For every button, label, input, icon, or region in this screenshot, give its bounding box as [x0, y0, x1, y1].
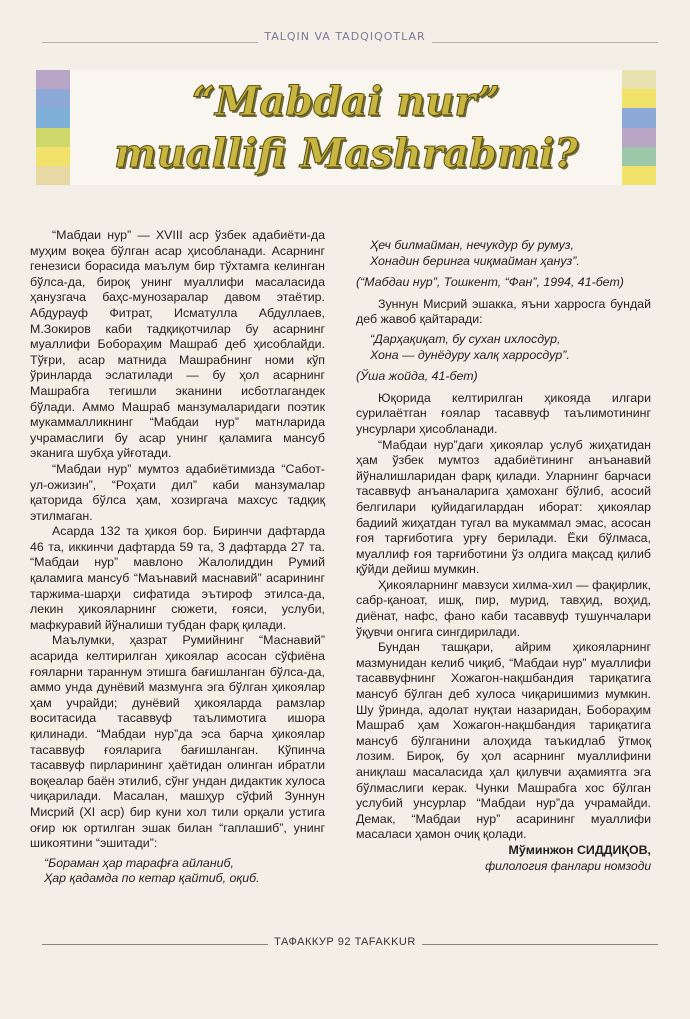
source-citation: (Ўша жойда, 41-бет) [356, 369, 478, 384]
right-column [356, 234, 651, 874]
paragraph: “Мабдаи нур”даги ҳикоялар услуб жиҳатидан ҳам ўзбек мумтоз адабиётининг анъанавий йўналишларидан фарқ қилади. Уларнинг барчаси тасаввуф анъаналарига ҳамоханг бўлиб, асосий белгилари қуйидагилардан иборат: ҳикоялар бадиий жиҳатдан тугал ва мукаммал эмас, асосан ғоя тарғиботига урғу берилади. Ёки бўлмаса, муаллиф ғоя тарғиботини ўз олдига мақсад қилиб қўйди дейиш мумкин. [356, 437, 651, 577]
running-title: TALQIN VA TADQIQOTLAR [0, 30, 690, 43]
author-title: филология фанлари номзоди [485, 858, 651, 873]
title-line-1: “Mabdai nur” [192, 78, 500, 125]
paragraph: “Мабдаи нур” — XVIII аср ўзбек адабиёти-да муҳим воқеа бўлган асар ҳисобланади. Асарнинг генезиси борасида маълум бир тўхтамга келинган бўлса-да, бироқ унинг муаллифи масаласида ҳанузгача баҳс-мунозаралар давом этаётир. Абдурауф Фитрат, Исматулла Абдуллаев, М.Зокиров каби тадқиқотчилар бу асарнинг муаллифи Бобораҳим Машраб деб ҳисоблайди. Тўғри, асар матнида Машрабнинг номи кўп ўринларда эслатилади — бу ҳол асарнинг Машрабга тегишли эканини исботлагандек бўлади. Аммо Машраб манзумаларидаги поэтик мукаммалликнинг “Мабдаи нур” матнларида учрамаслиги бу асар унинг қаламига мансуб эканига шубҳа уйғотади. [30, 228, 325, 461]
source-citation: (“Мабдаи нур”, Тошкент, “Фан”, 1994, 41-бет) [356, 275, 624, 290]
page-footer: ТАФАККУР 92 TAFAKKUR [0, 936, 690, 948]
left-column [30, 228, 325, 893]
paragraph: “Мабдаи нур” мумтоз адабиётимизда “Сабот-ул-ожизин”, “Роҳати дил” каби манзумалар қаторида бўлса ҳам, хозиргача махсус тадқиқ этилмаган. [30, 461, 325, 523]
paragraph: Зуннун Мисрий эшакка, яъни харросга бундай деб жавоб қайтаради: [356, 296, 651, 327]
article-title [36, 76, 656, 180]
paragraph: Бундан ташқари, айрим ҳикояларнинг мазмунидан келиб чиқиб, “Мабдаи нур” муаллифи тасаввуфнинг Хожагон-нақшбандия тариқатига мансуб бўлган деб хулоса чиқаришимиз мумкин. Шу ўринда, адолат нуқтаи назаридан, Бобораҳим Машраб ҳам Хожагон-нақшбандия тариқатига мансуб бўлганини алоҳида таъкидлаб ўтмоқ лозим. Бироқ, бу ҳол асарнинг муаллифини аниқлаш масаласида ҳал қилувчи аҳамиятга эга бўлмаслиги керак. Чунки Машрабга хос бўлган услубий унсурлар “Мабдаи нур”да учрамайди. Демак, “Мабдаи нур” асарининг муаллифи масаласи ҳамон очиқ қолади. [356, 640, 651, 842]
paragraph: Маълумки, ҳазрат Румийнинг “Маснавий” асарида келтирилган ҳикоялар асосан сўфиёна ғояларни тараннум этишга бағишланган бўлса-да, аммо унда дунёвий мазмунга эга бўлган ҳикоялар ҳам учрайди; дунёвий ҳикояларда рамзлар воситасида тасаввуф таълимотига ишора қилинади. “Мабдаи нур”да эса барча ҳикоялар тасаввуф ғояларига бағишланган. Кўпинча тасаввуф пирларининг ҳаётидан олинган ибратли воқеалар баён этилиб, сўнг ундан дидактик хулоса чиқарилади. Масалан, машҳур сўфий Зуннун Мисрий (XI аср) бир куни хол тили орқали устига оғир юк ортилган эшак билан “гаплашиб”, унинг шикоятини “эшитади”: [30, 633, 325, 851]
author-name: Мўминжон СИДДИҚОВ, [508, 842, 651, 857]
verse-quote: “Дарҳақиқат, бу сухан ихлосдур, Хона — дунёдуру халқ харросдур”. [370, 331, 570, 362]
title-line-2: muallifi Mashrabmi? [114, 130, 578, 177]
paragraph: Асарда 132 та ҳикоя бор. Биринчи дафтарда 46 та, иккинчи дафтарда 59 та, 3 дафтарда 27 та. “Мабдаи нур” мавлоно Жалолиддин Румий қаламига мансуб “Маънавий маснавий” асарининг таржима-шарҳи сифатида эътироф этилса-да, лекин ҳикояларнинг сюжети, ғояси, услуби, мафкуравий йўналиши тубдан фарқ қилади. [30, 524, 325, 632]
verse-quote: “Бораман ҳар тарафға айланиб, Ҳар қадамда по кетар қайтиб, оқиб. [44, 855, 260, 886]
paragraph: Ҳикояларнинг мавзуси хилма-хил — фақирлик, сабр-қаноат, ишқ, пир, мурид, тавҳид, воҳид, диёнат, нафс, фано каби тасаввуф тушунчалари ўқувчи онгига сингдирилади. [356, 577, 651, 639]
paragraph: Юқорида келтирилган ҳикояда илгари сурилаётган ғоялар тасаввуф таълимотининг унсурлари ҳисобланади. [356, 390, 651, 436]
verse-quote: Ҳеч билмайман, нечукдур бу румуз, Хонадин беринга чиқмайман ҳануз”. [370, 238, 580, 268]
